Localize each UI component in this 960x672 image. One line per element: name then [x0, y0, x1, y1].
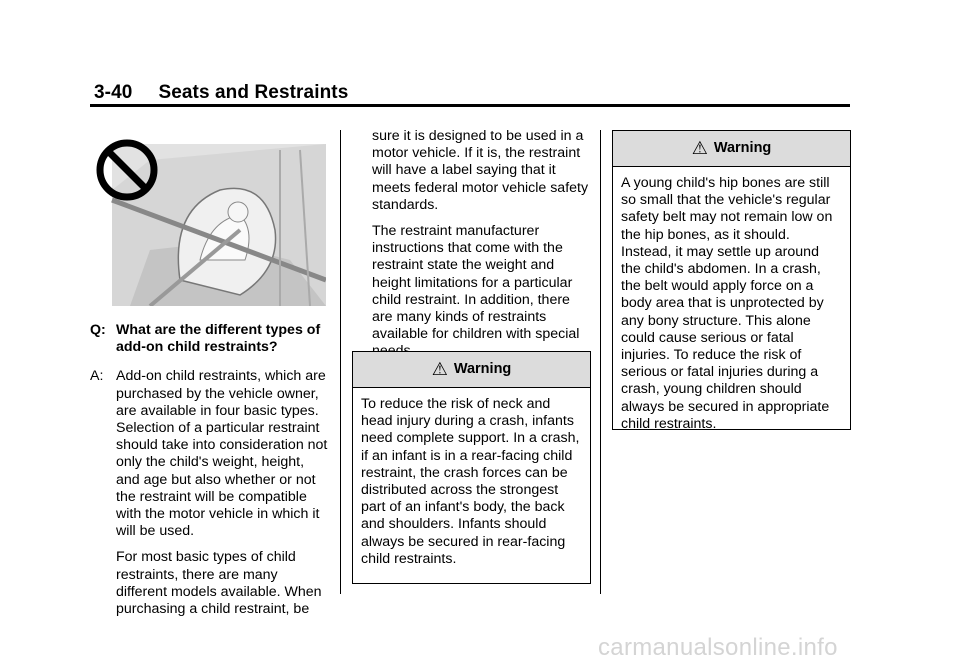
child-seat-illustration — [90, 130, 326, 306]
answer-paragraph-2: For most basic types of child restraints, there are many different models available. When purchasing a child restraint, be — [116, 549, 322, 618]
warning-header — [613, 131, 850, 167]
question — [90, 322, 330, 356]
warning-box-hip-bones — [612, 130, 851, 430]
question-label: Q: — [90, 322, 106, 338]
warning-symbol-icon: ⚠︎ — [431, 358, 448, 379]
page-number: 3-40 — [94, 82, 133, 103]
warning-body: A young child's hip bones are still so small that the vehicle's regular safety belt may not remain low on the hip bones, as it should. Instead, it may settle up around the child's abdomen. In a crash, the belt would apply force on a body area that is unprotected by any bony structure. This alone could cause serious or fatal injuries. To reduce the risk of serious or fatal injuries during a crash, young children should always be secured in appropriate child restraints. — [621, 175, 833, 432]
warning-box-infants — [352, 351, 591, 584]
answer-label: A: — [90, 368, 104, 385]
answer-paragraph-1: Add-on child restraints, which are purchased by the vehicle owner, are available in four basic types. Selection of a particular restraint should take into consideration not only the child's weight, height, and age but also whether or not the restraint will be compatible with the motor vehicle in which it will be used. — [116, 368, 328, 540]
column-divider-2 — [600, 130, 601, 594]
watermark: carmanualsonline.info — [598, 634, 838, 661]
column-2 — [372, 128, 592, 361]
answer — [90, 368, 330, 618]
column-1 — [90, 322, 330, 618]
paragraph-manufacturer: The restraint manufacturer instructions that come with the restraint state the weight and height limitations for a particular child restraint. In addition, there are many kinds of restraints available for children with special — [372, 223, 580, 343]
warning-body: To reduce the risk of neck and head injury during a crash, infants need complete support. In a crash, if an infant is in a rear-facing child restraint, the crash forces can be distributed across the strongest part of an infant's body, the back and shoulders. Infants should always be secured in rear-facing child restraints. — [361, 396, 580, 567]
warning-title: Warning — [713, 139, 772, 156]
warning-header — [353, 352, 590, 388]
warning-symbol-icon: ⚠︎ — [691, 137, 708, 158]
page-header — [94, 82, 348, 104]
question-text: What are the different types of add-on child restraints? — [116, 322, 321, 356]
warning-title: Warning — [453, 360, 512, 377]
column-divider-1 — [340, 130, 341, 594]
section-title: Seats and Restraints — [158, 82, 349, 103]
paragraph-continued: sure it is designed to be used in a motor vehicle. If it is, the restraint will have a label saying that it meets federal motor vehicle safety standards. — [372, 128, 589, 213]
header-rule — [90, 104, 850, 107]
